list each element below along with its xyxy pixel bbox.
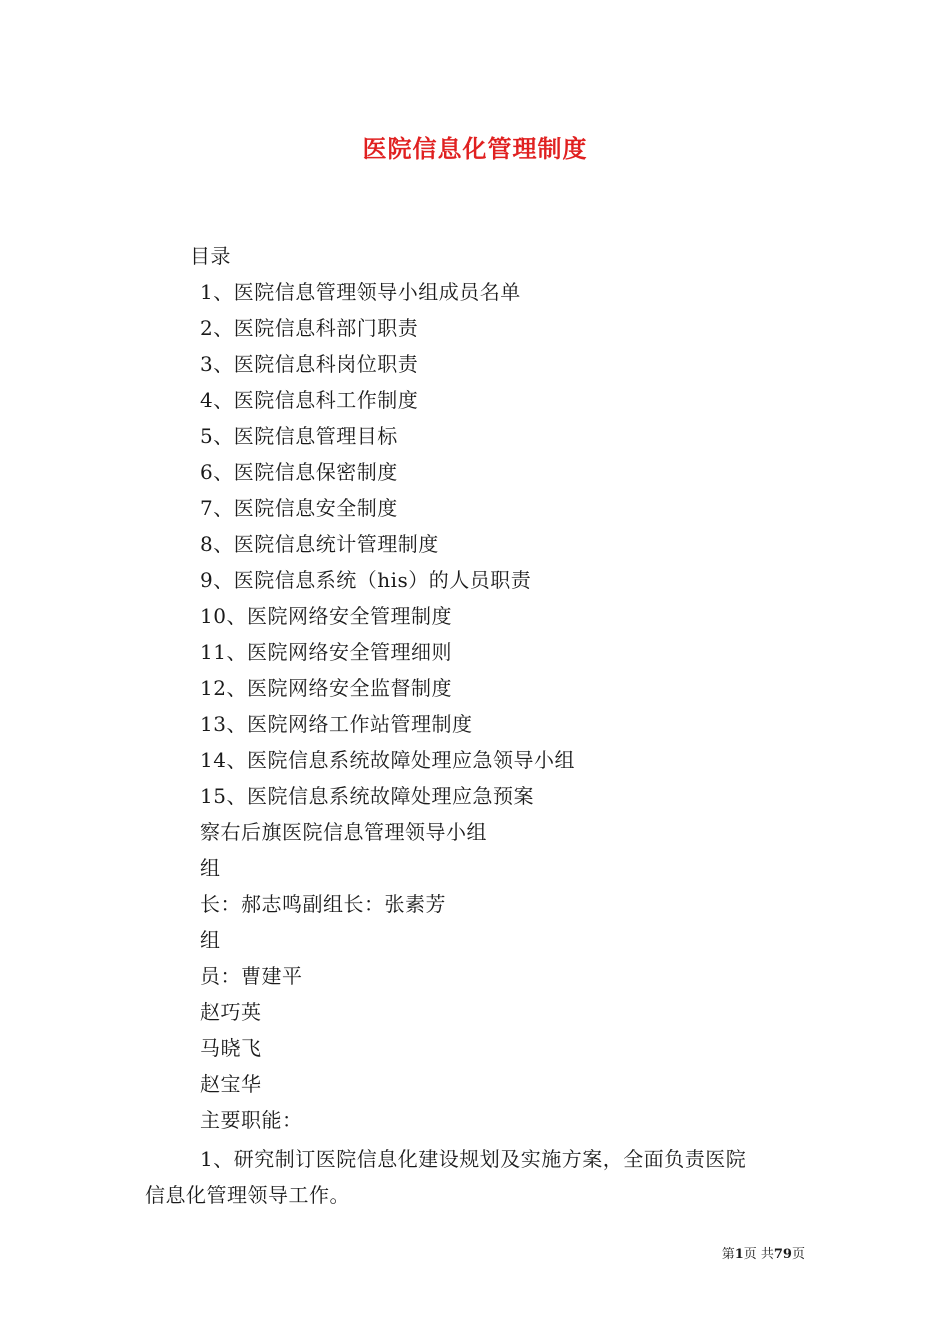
footer-suffix: 页 [791,1247,805,1262]
group-line: 马晓飞 [200,1036,262,1060]
group-line: 主要职能： [200,1108,303,1132]
toc-item: 6、医院信息保密制度 [200,460,398,484]
document-title: 医院信息化管理制度 [362,134,588,163]
toc-heading: 目录 [190,244,231,268]
group-line: 赵巧英 [200,1000,262,1024]
toc-item: 12、医院网络安全监督制度 [200,676,452,700]
paragraph-line: 1、研究制订医院信息化建设规划及实施方案，全面负责医院 [200,1147,747,1171]
toc-item: 7、医院信息安全制度 [200,496,398,520]
page-footer [722,1247,805,1263]
toc-item: 15、医院信息系统故障处理应急预案 [200,784,534,808]
footer-page-number: 1 [734,1247,744,1262]
toc-item: 11、医院网络安全管理细则 [200,640,452,664]
toc-item: 1、医院信息管理领导小组成员名单 [200,280,521,304]
toc-item: 2、医院信息科部门职责 [200,316,419,340]
group-line: 员：曹建平 [200,964,303,988]
group-line: 组 [200,856,221,880]
footer-prefix: 第 [721,1247,735,1262]
toc-item: 5、医院信息管理目标 [200,424,398,448]
footer-total-pages: 79 [773,1247,792,1262]
group-line: 长：郝志鸣副组长：张素芳 [200,892,446,916]
group-line: 组 [200,928,221,952]
paragraph-line: 信息化管理领导工作。 [145,1183,350,1207]
group-heading: 察右后旗医院信息管理领导小组 [200,820,487,844]
toc-item: 10、医院网络安全管理制度 [200,604,452,628]
toc-item: 4、医院信息科工作制度 [200,388,419,412]
toc-item: 13、医院网络工作站管理制度 [200,712,473,736]
toc-item: 9、医院信息系统（his）的人员职责 [200,568,532,592]
footer-middle: 页 共 [743,1247,774,1262]
toc-item: 8、医院信息统计管理制度 [200,532,439,556]
toc-item: 3、医院信息科岗位职责 [200,352,419,376]
toc-item: 14、医院信息系统故障处理应急领导小组 [200,748,575,772]
group-line: 赵宝华 [200,1072,262,1096]
